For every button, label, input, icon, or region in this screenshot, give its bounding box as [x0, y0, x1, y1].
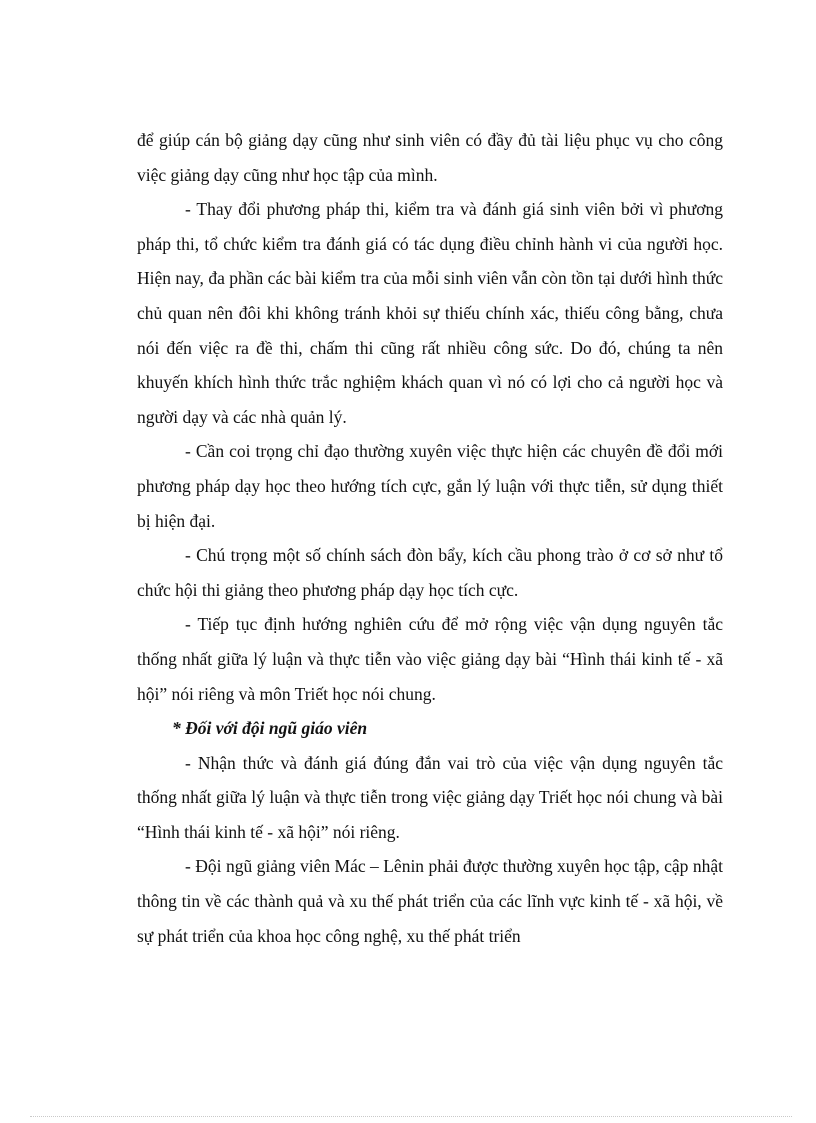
section-heading-teachers: * Đối với đội ngũ giáo viên [172, 718, 368, 739]
paragraph-leverage-policies: - Chú trọng một số chính sách đòn bẩy, kích cầu phong trào ở cơ sở như tổ chức hội thi giảng theo phương pháp dạy học tích cực. [137, 545, 723, 600]
paragraph-awareness: - Nhận thức và đánh giá đúng đắn vai trò của việc vận dụng nguyên tắc thống nhất giữa lý luận và thực tiễn trong việc giảng dạy Triết học nói chung và bài “Hình thái kinh tế - xã hội” nói riêng. [137, 752, 723, 842]
paragraph-research-direction: - Tiếp tục định hướng nghiên cứu để mở rộng việc vận dụng nguyên tắc thống nhất giữa lý luận và thực tiễn vào việc giảng dạy bài “Hình thái kinh tế - xã hội” nói riêng và môn Triết học nói chung. [137, 614, 723, 704]
paragraph-continuation: để giúp cán bộ giảng dạy cũng như sinh viên có đầy đủ tài liệu phục vụ cho công việc giảng dạy cũng như học tập của mình. [137, 130, 723, 185]
page-bottom-divider [30, 1116, 792, 1117]
paragraph-exam-reform: - Thay đổi phương pháp thi, kiểm tra và đánh giá sinh viên bởi vì phương pháp thi, tổ chức kiểm tra đánh giá có tác dụng điều chỉnh hành vi của người học. Hiện nay, đa phần các bài kiểm tra của mỗi sinh viên vẫn còn tồn tại dưới hình thức chủ quan nên đôi khi không tránh khỏi sự thiếu chính xác, thiếu công bằng, chưa nói đến việc ra đề thi, chấm thi cũng rất nhiều công sức. Do đó, chúng ta nên khuyến khích hình thức trắc nghiệm khách quan vì nó có lợi cho cả người học và người dạy và các nhà quản lý. [137, 199, 723, 427]
body-text [137, 123, 723, 953]
paragraph-teaching-methods: - Cần coi trọng chỉ đạo thường xuyên việc thực hiện các chuyên đề đổi mới phương pháp dạy học theo hướng tích cực, gắn lý luận với thực tiễn, sử dụng thiết bị hiện đại. [137, 441, 723, 531]
paragraph-lecturer-training: - Đội ngũ giảng viên Mác – Lênin phải được thường xuyên học tập, cập nhật thông tin về các thành quả và xu thế phát triển của các lĩnh vực kinh tế - xã hội, về sự phát triển của khoa học công nghệ, xu thế phát triển [137, 856, 723, 946]
